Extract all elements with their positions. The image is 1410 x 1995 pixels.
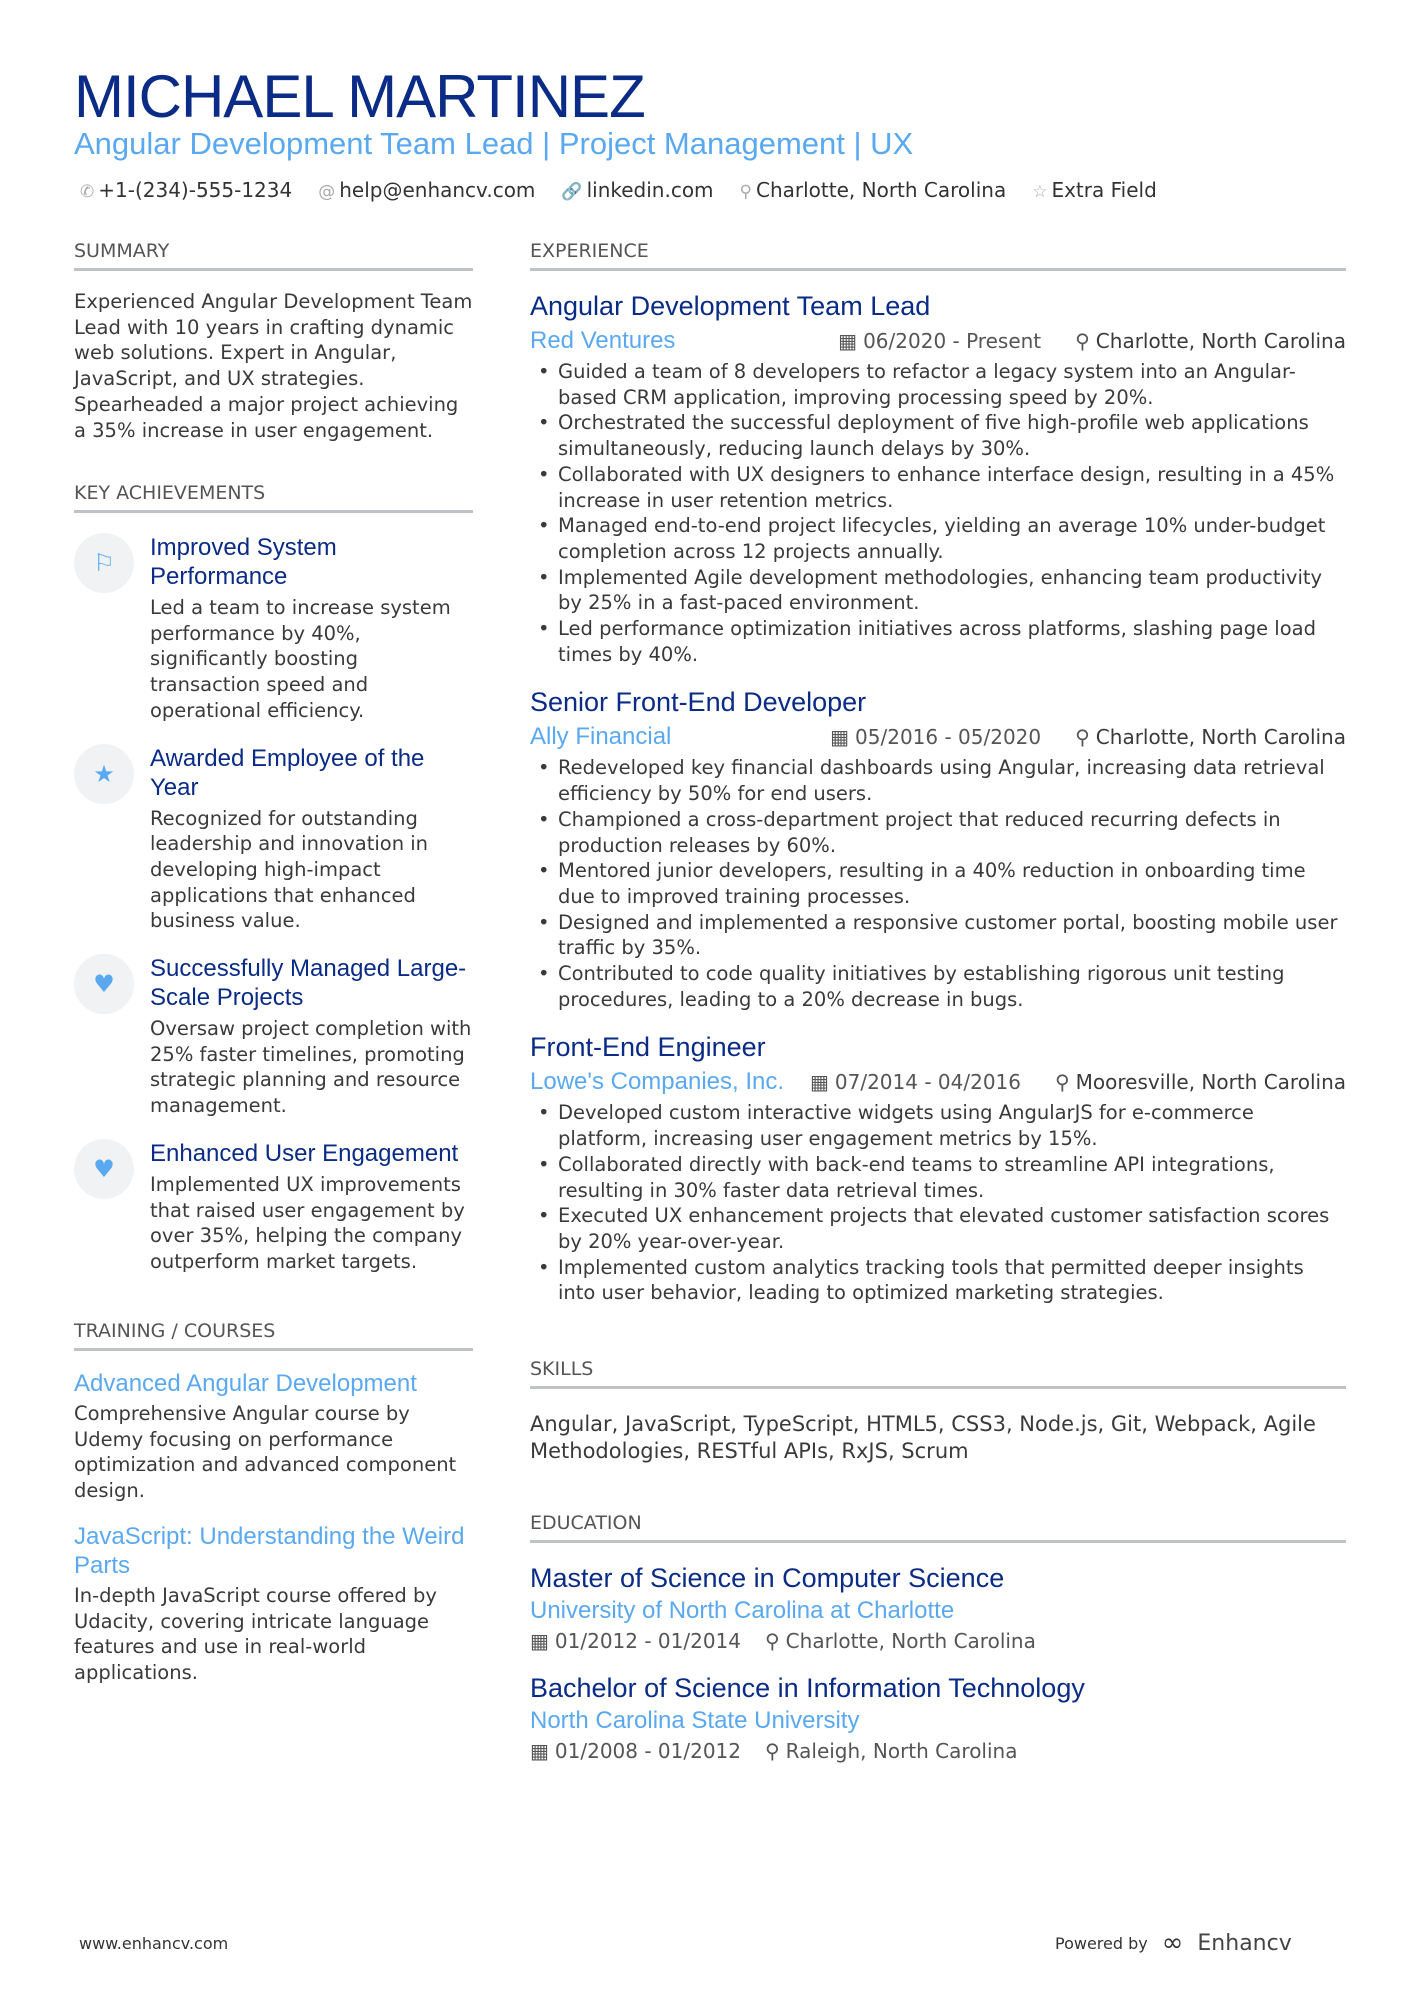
flag-icon: ⚐ <box>74 533 134 593</box>
footer-website[interactable]: www.enhancv.com <box>79 1934 229 1953</box>
education-location: Charlotte, North Carolina <box>785 1629 1036 1653</box>
job-entry <box>530 289 1346 667</box>
enhancv-logo-icon: ∞ <box>1161 1928 1184 1958</box>
calendar-icon: ▦ <box>838 329 858 353</box>
contact-text[interactable]: linkedin.com <box>586 178 714 202</box>
achievements-section <box>74 482 473 1275</box>
job-bullet: • Executed UX enhancement projects that elevated customer satisfaction scores by 20% year-over-year. <box>530 1203 1346 1254</box>
job-bullet: • Collaborated directly with back-end teams to streamline API integrations, resulting in 30% faster data retrieval times. <box>530 1152 1346 1203</box>
achievement-text: Recognized for outstanding leadership and innovation in developing high-impact applications that enhanced business value. <box>150 806 429 933</box>
achievement-text: Implemented UX improvements that raised user engagement by over 35%, helping the company outperform market targets. <box>150 1172 465 1273</box>
calendar-icon: ▦ <box>809 1070 829 1095</box>
calendar-icon: ▦ <box>530 1739 549 1763</box>
candidate-title: Angular Development Team Lead | Project Management | UX <box>74 126 914 161</box>
contact-text: Extra Field <box>1051 178 1157 202</box>
job-title: Senior Front-End Developer <box>530 687 867 718</box>
achievement-item <box>74 1139 473 1275</box>
contact-item <box>318 178 535 202</box>
job-location: Mooresville, North Carolina <box>1075 1070 1346 1095</box>
contact-text[interactable]: +1-(234)-555-1234 <box>98 178 293 202</box>
candidate-name: MICHAEL MARTINEZ <box>74 63 645 130</box>
location-pin-icon: ⚲ <box>739 182 752 202</box>
job-title: Angular Development Team Lead <box>530 291 931 321</box>
job-bullet: • Contributed to code quality initiatives by establishing rigorous unit testing procedures, leading to a 20% decrease in bugs. <box>530 961 1346 1012</box>
company-name: Ally Financial <box>530 723 672 751</box>
phone-icon: ✆ <box>80 182 95 202</box>
education-section <box>530 1512 1346 1763</box>
job-entry <box>530 685 1346 1012</box>
location-pin-icon: ⚲ <box>1075 329 1090 353</box>
education-dates: 01/2012 - 01/2014 <box>554 1629 742 1653</box>
job-location: Charlotte, North Carolina <box>1095 329 1346 353</box>
link-icon: 🔗 <box>561 182 583 202</box>
section-heading: EXPERIENCE <box>530 240 1346 271</box>
school-name: University of North Carolina at Charlotte <box>530 1597 955 1624</box>
heart-icon: ♥ <box>74 1139 134 1199</box>
job-entry <box>530 1030 1346 1306</box>
contact-item <box>80 178 292 202</box>
job-meta <box>530 723 1346 751</box>
skills-text: Angular, JavaScript, TypeScript, HTML5, CSS3, Node.js, Git, Webpack, Agile Methodologies, RESTful APIs, RxJS, Scrum <box>530 1412 1316 1463</box>
contact-text: Charlotte, North Carolina <box>756 178 1007 202</box>
school-name: North Carolina State University <box>530 1707 860 1734</box>
job-bullet: • Designed and implemented a responsive customer portal, boosting mobile user traffic by 35%. <box>530 910 1346 961</box>
location-pin-icon: ⚲ <box>765 1629 780 1653</box>
summary-text: Experienced Angular Development Team Lead with 10 years in crafting dynamic web solutions. Expert in Angular, JavaScript, and UX strategies. Spearheaded a major project achieving a 35% increase in user engagement. <box>74 290 473 442</box>
achievement-text: Oversaw project completion with 25% faster timelines, promoting strategic planning and resource management. <box>150 1017 472 1118</box>
calendar-icon: ▦ <box>830 725 850 750</box>
location-pin-icon: ⚲ <box>1055 1070 1070 1095</box>
job-bullet: • Collaborated with UX designers to enhance interface design, resulting in a 45% increase in user retention metrics. <box>530 462 1346 513</box>
contact-item <box>561 178 713 202</box>
job-bullets <box>530 1100 1346 1306</box>
contact-item <box>1032 178 1157 202</box>
heart-icon: ♥ <box>74 954 134 1014</box>
job-bullet: • Developed custom interactive widgets using AngularJS for e-commerce platform, increasing user engagement metrics by 15%. <box>530 1100 1346 1151</box>
degree: Master of Science in Computer Science <box>530 1563 1005 1593</box>
course-text: Comprehensive Angular course by Udemy focusing on performance optimization and advanced component design. <box>74 1402 457 1503</box>
education-location: Raleigh, North Carolina <box>785 1739 1018 1763</box>
calendar-icon: ▦ <box>530 1629 549 1653</box>
course-text: In-depth JavaScript course offered by Udacity, covering intricate language features and use in real-world applications. <box>74 1583 437 1684</box>
job-bullets <box>530 359 1346 667</box>
job-dates: 07/2014 - 04/2016 <box>834 1070 1021 1095</box>
job-dates: 05/2016 - 05/2020 <box>855 725 1042 750</box>
job-location: Charlotte, North Carolina <box>1095 725 1346 750</box>
education-dates: 01/2008 - 01/2012 <box>554 1739 742 1763</box>
company-name: Red Ventures <box>530 327 676 354</box>
achievement-title: Enhanced User Engagement <box>150 1139 459 1167</box>
powered-by-label: Powered by <box>1055 1933 1148 1953</box>
education-meta <box>530 1739 1346 1763</box>
brand-name: Enhancv <box>1197 1930 1292 1956</box>
summary-section <box>74 240 473 443</box>
skills-section <box>530 1358 1346 1465</box>
job-bullet: • Managed end-to-end project lifecycles, yielding an average 10% under-budget completion across 12 projects annually. <box>530 513 1346 564</box>
contact-bar <box>80 178 1157 202</box>
contact-text[interactable]: help@enhancv.com <box>339 178 536 202</box>
section-heading: SUMMARY <box>74 240 473 271</box>
course-title: JavaScript: Understanding the Weird Parts <box>74 1522 465 1579</box>
job-bullet: • Mentored junior developers, resulting in a 40% reduction in onboarding time due to improved training processes. <box>530 858 1346 909</box>
training-section <box>74 1320 473 1686</box>
section-heading: TRAINING / COURSES <box>74 1320 473 1351</box>
contact-item <box>740 178 1007 202</box>
star-outline-icon: ☆ <box>1032 182 1048 202</box>
degree: Bachelor of Science in Information Technology <box>530 1673 1085 1703</box>
education-meta <box>530 1629 1346 1653</box>
education-entry <box>530 1671 1346 1763</box>
course-title: Advanced Angular Development <box>74 1370 417 1397</box>
job-meta <box>530 1068 1346 1096</box>
job-bullet: • Redeveloped key financial dashboards using Angular, increasing data retrieval efficiency by 50% for end users. <box>530 755 1346 806</box>
achievement-item <box>74 954 473 1119</box>
location-pin-icon: ⚲ <box>1075 725 1090 750</box>
achievement-item <box>74 533 473 724</box>
at-icon: @ <box>318 182 336 202</box>
experience-section <box>530 240 1346 1306</box>
achievement-title: Awarded Employee of the Year <box>150 744 425 801</box>
achievement-text: Led a team to increase system performance by 40%, significantly boosting transaction speed and operational efficiency. <box>150 596 451 722</box>
achievement-title: Successfully Managed Large-Scale Projects <box>150 955 467 1012</box>
job-bullet: • Championed a cross-department project that reduced recurring defects in production releases by 60%. <box>530 807 1346 858</box>
section-heading: EDUCATION <box>530 1512 1346 1543</box>
achievement-item <box>74 744 473 935</box>
job-bullet: • Led performance optimization initiatives across platforms, slashing page load times by 40%. <box>530 616 1346 667</box>
footer-brand <box>1055 1928 1292 1958</box>
job-bullet: • Guided a team of 8 developers to refactor a legacy system into an Angular-based CRM application, improving processing speed by 20%. <box>530 359 1346 410</box>
section-heading: KEY ACHIEVEMENTS <box>74 482 473 513</box>
job-bullet: • Implemented custom analytics tracking tools that permitted deeper insights into user behavior, leading to optimized marketing strategies. <box>530 1255 1346 1306</box>
company-name: Lowe's Companies, Inc. <box>530 1068 785 1096</box>
star-icon: ★ <box>74 744 134 804</box>
location-pin-icon: ⚲ <box>765 1739 780 1763</box>
job-bullet: • Orchestrated the successful deployment of five high-profile web applications simultaneously, reducing launch delays by 30%. <box>530 410 1346 461</box>
job-title: Front-End Engineer <box>530 1032 766 1063</box>
achievement-title: Improved System Performance <box>150 534 337 590</box>
education-entry <box>530 1561 1346 1653</box>
section-heading: SKILLS <box>530 1358 1346 1389</box>
job-dates: 06/2020 - Present <box>863 329 1042 353</box>
job-meta <box>530 327 1346 355</box>
job-bullet: • Implemented Agile development methodologies, enhancing team productivity by 25% in a fast-paced environment. <box>530 565 1346 616</box>
job-bullets <box>530 755 1346 1012</box>
